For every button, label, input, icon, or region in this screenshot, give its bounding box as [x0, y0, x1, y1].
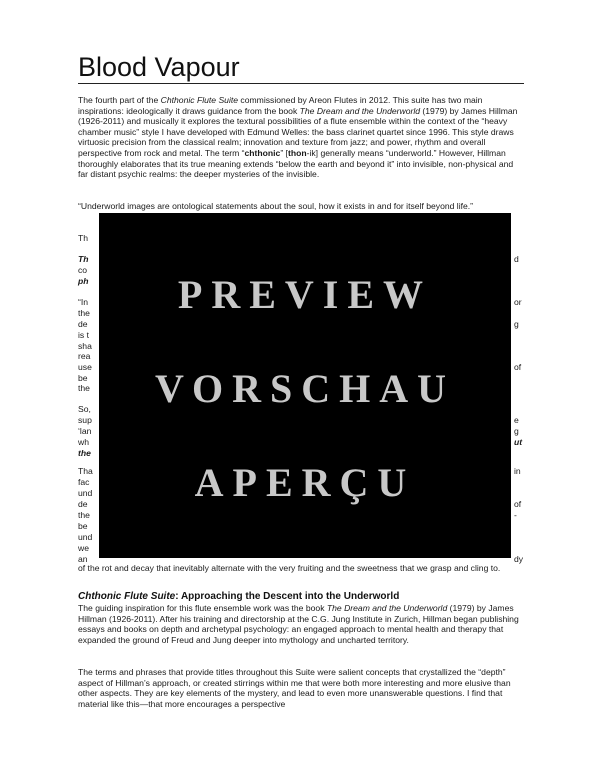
fragment-text: fac: [78, 477, 90, 487]
intro-paragraph: The fourth part of the Chthonic Flute Suite commissioned by Areon Flutes in 2012. This suite has two main inspirations: ideologically it draws guidance from the book The Dream and the Underworld (1979) by James Hillman (1926-2011) and musically it explores the textural possibilities of a flute ensemble within the context of the “heavy chamber music” style I have developed with Edmund Welles: the bass clarinet quartet since 1996. This style draws virtuosic precision from the classical realm; innovation and texture from jazz; and power, rhythm and overall perspective from rock and metal. The term “chthonic” [thon-ik] generally means “underworld.” However, Hillman thoroughly elaborates that its true meaning extends “below the earth and beyond it” into invisible, non-physical and far distant psychic realms: the deeper mysteries of the invisible.: [78, 95, 518, 180]
fragment-text: “In: [78, 297, 89, 307]
watermark-line-preview: PREVIEW: [177, 272, 433, 317]
fragment-text: the: [78, 383, 90, 393]
fragment-text: ‘lan: [78, 426, 92, 436]
fragment-text: d: [514, 254, 519, 264]
fragment-text: und: [78, 488, 93, 498]
fragment-text: of: [514, 499, 522, 509]
fragment-text: dy: [514, 554, 524, 564]
fragment-text: sha: [78, 341, 92, 351]
fragment-text: de: [78, 319, 88, 329]
terms-paragraph: The terms and phrases that provide titles throughout this Suite were salient concepts that crystallized the “depth” aspect of Hillman’s approach, or created stirrings within me that were both more interesting and more elusive than other aspects. They are key elements of the mystery, and lead to even more unanswerable questions. I find that material like this—that more encourages a perspective: [78, 667, 511, 709]
fragment-text: of: [514, 362, 522, 372]
fragment-text: the: [78, 308, 90, 318]
fragment-text: the: [78, 448, 91, 458]
fragment-text: Th: [78, 233, 89, 243]
watermark-line-vorschau: VORSCHAU: [154, 366, 456, 411]
fragment-text: Tha: [78, 466, 93, 476]
decay-line: of the rot and decay that inevitably alternate with the very fruiting and the sweetness that we grasp and cling to.: [78, 563, 501, 573]
fragment-text: g: [514, 319, 519, 329]
quote-paragraph: “Underworld images are ontological statements about the soul, how it exists in and for itself beyond life.”: [78, 201, 474, 211]
fragment-text: wh: [78, 437, 89, 447]
fragment-text: g: [514, 426, 519, 436]
title-rule: [78, 83, 524, 84]
fragment-text: rea: [78, 351, 91, 361]
fragment-text: e: [514, 415, 519, 425]
fragment-text: in: [514, 466, 521, 476]
fragment-text: an: [78, 554, 88, 564]
fragment-text: ut: [514, 437, 523, 447]
watermark-line-apercu: APERÇU: [194, 460, 416, 505]
document-title: Blood Vapour: [78, 52, 240, 82]
fragment-text: sup: [78, 415, 92, 425]
fragment-text: the: [78, 510, 90, 520]
fragment-text: co: [78, 265, 88, 275]
fragment-text: is t: [78, 330, 89, 340]
fragment-text: be: [78, 373, 88, 383]
section-heading: Chthonic Flute Suite: Approaching the Descent into the Underworld: [78, 591, 400, 602]
fragment-text: -: [514, 510, 517, 520]
fragment-text: ph: [78, 276, 89, 286]
fragment-text: und: [78, 532, 93, 542]
fragment-text: use: [78, 362, 92, 372]
fragment-text: So,: [78, 404, 91, 414]
fragment-text: be: [78, 521, 88, 531]
fragment-text: or: [514, 297, 522, 307]
fragment-text: Th: [78, 254, 89, 264]
guiding-inspiration-paragraph: The guiding inspiration for this flute ensemble work was the book The Dream and the Underworld (1979) by James Hillman (1926-2011). After his training and directorship at the C.G. Jung Institute in Zurich, Hillman began publishing essays and books on depth and archetypal psychology: an engaged approach to mental health and therapy that expanded the ground of Freud and Jung deeper into mythology and uncharted territory.: [78, 603, 519, 645]
fragment-text: we: [78, 543, 89, 553]
fragment-text: de: [78, 499, 88, 509]
preview-watermark-overlay: [99, 213, 511, 558]
